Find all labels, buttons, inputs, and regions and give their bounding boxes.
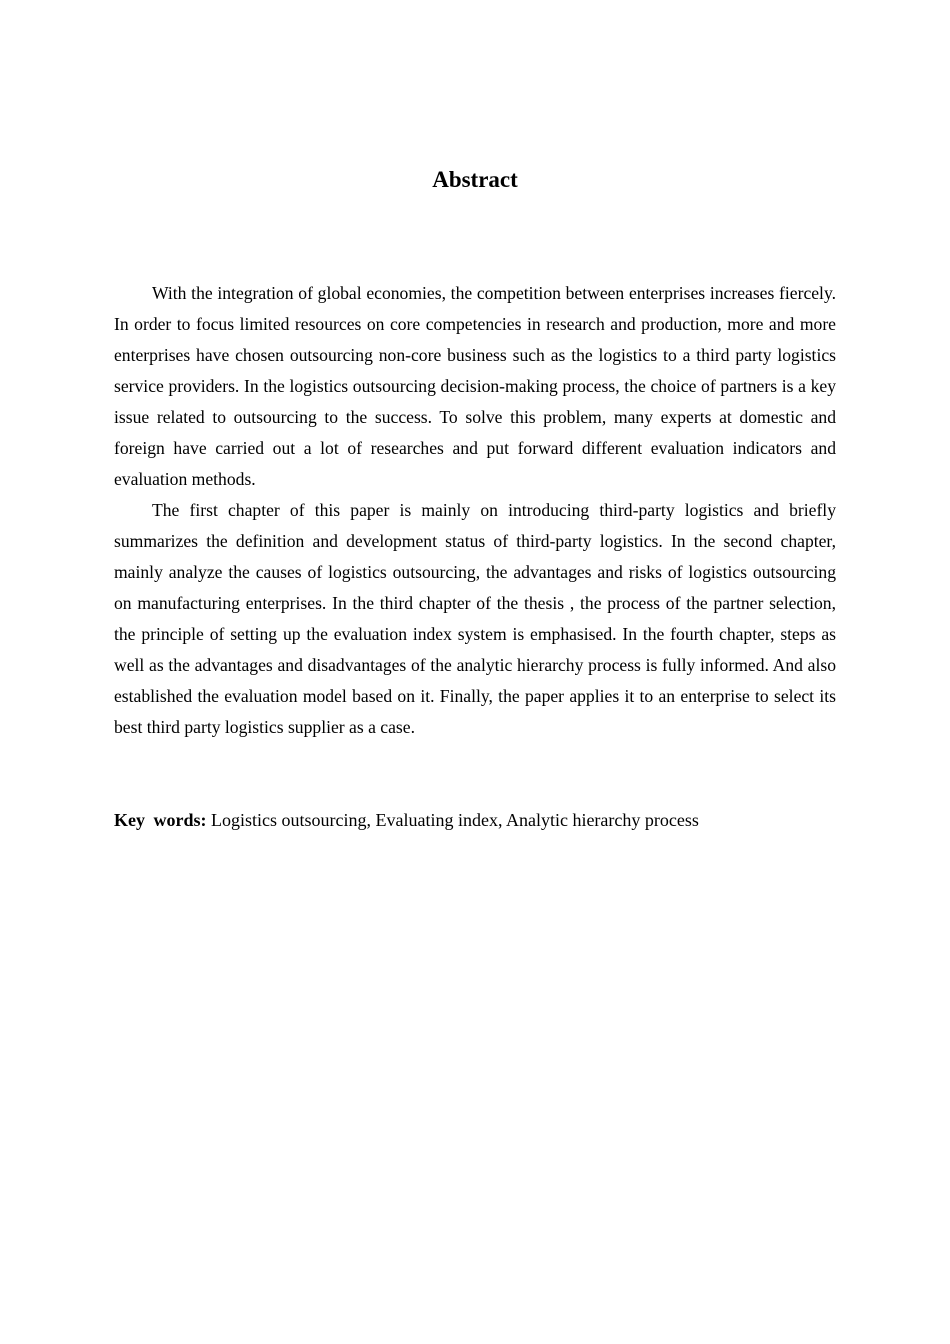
abstract-paragraph-2: The first chapter of this paper is mainly on introducing third-party logistics and briefly summarizes the definition and development status of third-party logistics. In the second chapter, mainly analyze the causes of logistics outsourcing, the advantages and risks of logistics outsourcing on manufacturing enterprises. In the third chapter of the thesis , the process of the partner selection, the principle of setting up the evaluation index system is emphasised. In the fourth chapter, steps as well as the advantages and disadvantages of the analytic hierarchy process is fully informed. And also established the evaluation model based on it. Finally, the paper applies it to an enterprise to select its best third party logistics supplier as a case. [114, 500, 836, 737]
keywords-line [114, 805, 836, 836]
abstract-paragraph-1: With the integration of global economies, the competition between enterprises increases fiercely. In order to focus limited resources on core competencies in research and production, more and more enterprises have chosen outsourcing non-core business such as the logistics to a third party logistics service providers. In the logistics outsourcing decision-making process, the choice of partners is a key issue related to outsourcing to the success. To solve this problem, many experts at domestic and foreign have carried out a lot of researches and put forward different evaluation indicators and evaluation methods. [114, 283, 836, 489]
keywords-label: Key words: [114, 810, 207, 830]
abstract-body [114, 278, 836, 743]
keywords-text: Logistics outsourcing, Evaluating index, Analytic hierarchy process [211, 810, 699, 830]
page-title: Abstract [432, 167, 518, 192]
